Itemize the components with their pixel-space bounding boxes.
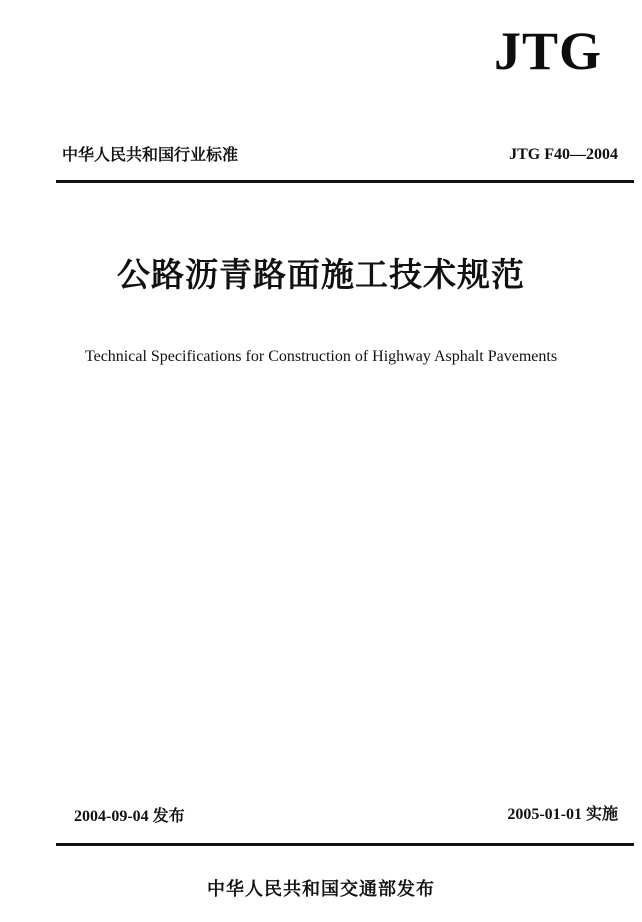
bottom-divider: [56, 843, 634, 846]
standard-category: 中华人民共和国行业标准: [62, 145, 239, 164]
top-divider: [56, 180, 634, 183]
publisher: 中华人民共和国交通部发布: [207, 879, 435, 900]
document-title-english: Technical Specifications for Construction of Highway Asphalt Pavements: [84, 348, 558, 365]
standard-code: JTG F40—2004: [509, 146, 618, 163]
issue-date: 2004-09-04 发布: [74, 808, 185, 825]
jtg-logo: JTG: [493, 21, 602, 81]
implementation-date: 2005-01-01 实施: [507, 806, 618, 823]
document-title-chinese: 公路沥青路面施工技术规范: [117, 255, 525, 294]
